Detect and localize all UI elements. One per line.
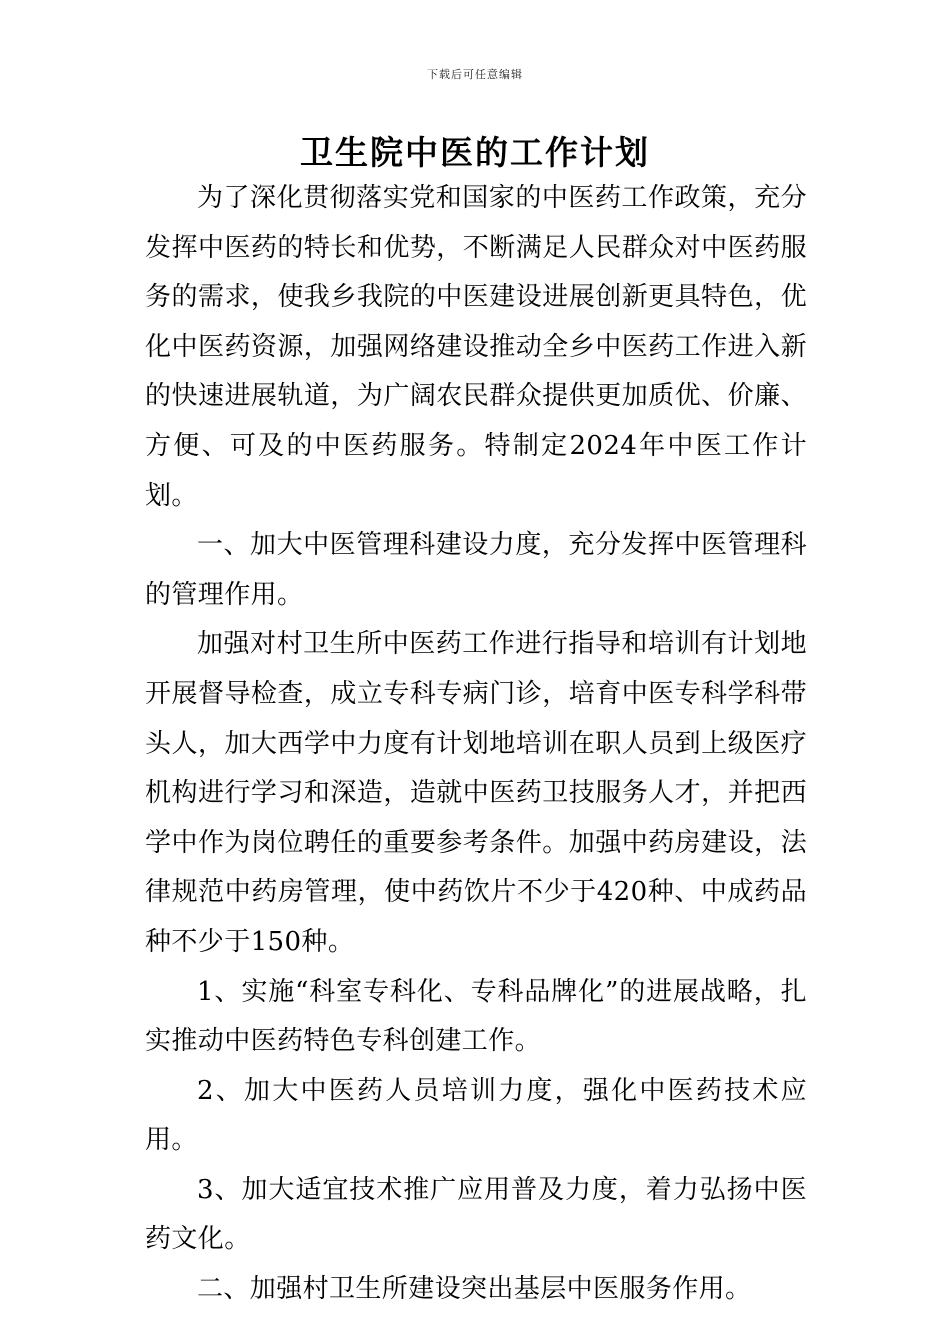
section-1-body-paragraph: 加强对村卫生所中医药工作进行指导和培训有计划地开展督导检查，成立专科专病门诊，培育中医专科学科带头人，加大西学中力度有计划地培训在职人员到上级医疗机构进行学习和深造，造就中医药卫技服务人才，并把西学中作为岗位聘任的重要参考条件。加强中药房建设，法律规范中药房管理，使中药饮片不少于420种、中成药品种不少于150种。 xyxy=(145,629,807,957)
intro-paragraph: 为了深化贯彻落实党和国家的中医药工作政策，充分发挥中医药的特长和优势，不断满足人民群众对中医药服务的需求，使我乡我院的中医建设进展创新更具特色，优化中医药资源，加强网络建设推动全乡中医药工作进入新的快速进展轨道，为广阔农民群众提供更加质优、价廉、方便、可及的中医药服务。特制定2024年中医工作计划。 xyxy=(145,183,807,511)
document-title: 卫生院中医的工作计划 xyxy=(300,133,650,172)
header-note: 下载后可任意编辑 xyxy=(427,68,523,81)
document-body xyxy=(145,174,807,1315)
section-heading-1: 一、加大中医管理科建设力度，充分发挥中医管理科的管理作用。 xyxy=(145,530,807,610)
section-heading-2: 二、加强村卫生所建设突出基层中医服务作用。 xyxy=(197,1274,752,1305)
list-item-3: 3、加大适宜技术推广应用普及力度，着力弘扬中医药文化。 xyxy=(145,1174,807,1255)
list-item-1: 1、实施“科室专科化、专科品牌化”的进展战略，扎实推动中医药特色专科创建工作。 xyxy=(145,976,807,1057)
list-item-2: 2、加大中医药人员培训力度，强化中医药技术应用。 xyxy=(145,1075,807,1156)
